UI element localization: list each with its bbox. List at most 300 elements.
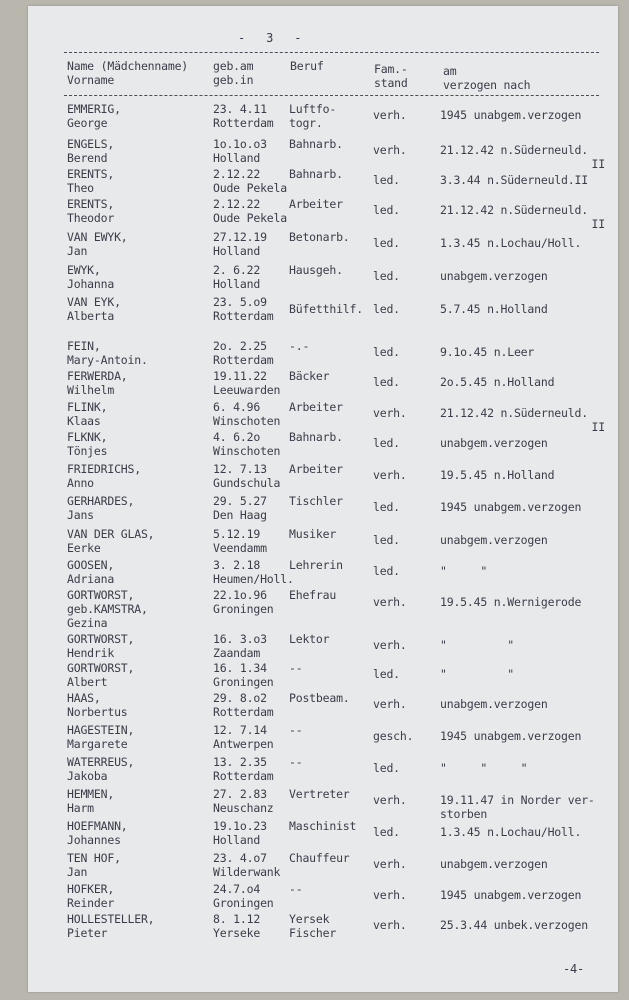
- cell-name: [67, 369, 128, 397]
- cell-job-line: Musiker: [289, 527, 337, 541]
- cell-birth-line: 22.1o.96: [213, 588, 267, 602]
- cell-name-line: Pieter: [67, 926, 108, 940]
- cell-birth-line: Den Haag: [213, 508, 267, 522]
- page-number-bottom: -4-: [563, 962, 585, 976]
- cell-name: [67, 197, 114, 225]
- cell-birth-line: Antwerpen: [213, 737, 274, 751]
- cell-name: [67, 400, 107, 428]
- cell-birth-line: 5.12.19: [213, 527, 261, 541]
- cell-moved: [440, 667, 514, 681]
- cell-name-line: Johannes: [67, 833, 121, 847]
- cell-moved-line: II: [591, 217, 605, 231]
- cell-job: [289, 912, 336, 940]
- col-status-line2: stand: [374, 76, 408, 90]
- cell-moved: [440, 857, 548, 871]
- cell-moved: [440, 888, 581, 902]
- cell-moved: [440, 697, 548, 711]
- cell-name-line: GERHARDES,: [67, 494, 135, 508]
- cell-birth-line: Heumen/Holl.: [213, 572, 294, 586]
- cell-name-line: EWYK,: [67, 263, 101, 277]
- cell-birth-line: Zaandam: [213, 646, 261, 660]
- col-moved-header: [443, 64, 530, 92]
- cell-job-line: Lehrerin: [289, 558, 343, 572]
- cell-birth-line: 19.11.22: [213, 369, 267, 383]
- cell-moved: [440, 173, 588, 187]
- cell-birth-line: Winschoten: [213, 414, 281, 428]
- cell-birth-line: Oude Pekela: [213, 211, 287, 225]
- cell-job-line: Luftfo-: [289, 102, 337, 116]
- header-bottom-rule: [64, 95, 599, 96]
- cell-birth-line: Winschoten: [213, 444, 281, 458]
- cell-name-line: Klaas: [67, 414, 101, 428]
- cell-status: verh.: [373, 888, 407, 902]
- cell-birth: [213, 588, 274, 616]
- cell-moved: [440, 918, 588, 932]
- cell-birth-line: Rotterdam: [213, 116, 274, 130]
- cell-name-line: Anno: [67, 476, 94, 490]
- cell-job-line: Arbeiter: [289, 197, 343, 211]
- cell-name-line: Mary-Antoin.: [67, 353, 148, 367]
- cell-moved-line: 1.3.45 n.Lochau/Holl.: [440, 825, 582, 839]
- cell-name: [67, 588, 148, 630]
- cell-job-line: --: [289, 755, 303, 769]
- cell-birth-line: Yerseke: [213, 926, 261, 940]
- cell-birth-line: 2.12.22: [213, 197, 261, 211]
- cell-birth-line: 27.12.19: [213, 230, 267, 244]
- cell-name-line: Reinder: [67, 896, 115, 910]
- cell-moved-line: " " ": [440, 761, 528, 775]
- cell-job: [289, 588, 336, 602]
- cell-job-line: Lektor: [289, 632, 330, 646]
- cell-status: verh.: [373, 793, 407, 807]
- cell-birth-line: 29. 5.27: [213, 494, 267, 508]
- cell-birth-line: 29. 8.o2: [213, 691, 267, 705]
- cell-name-line: VAN DER GLAS,: [67, 527, 155, 541]
- col-moved-line1: am: [443, 64, 457, 78]
- cell-moved-line: 1945 unabgem.verzogen: [440, 729, 582, 743]
- cell-name: [67, 230, 128, 258]
- cell-job-line: --: [289, 723, 303, 737]
- cell-job: [289, 558, 343, 572]
- cell-name-line: Alberta: [67, 309, 115, 323]
- col-moved-line2: verzogen nach: [443, 78, 531, 92]
- cell-moved-line: 1.3.45 n.Lochau/Holl.: [440, 236, 582, 250]
- cell-status: verh.: [373, 857, 407, 871]
- cell-status: verh.: [373, 468, 407, 482]
- cell-birth-line: Holland: [213, 833, 261, 847]
- col-birth-header: [213, 59, 253, 87]
- cell-birth: [213, 632, 267, 660]
- cell-job-line: Bahnarb.: [289, 137, 343, 151]
- cell-name: [67, 494, 134, 522]
- cell-moved-line: 19.5.45 n.Holland: [440, 468, 555, 482]
- cell-job-line: Arbeiter: [289, 462, 343, 476]
- cell-birth-line: Rotterdam: [213, 353, 274, 367]
- cell-name: [67, 819, 128, 847]
- cell-name: [67, 527, 154, 555]
- cell-moved-line: " ": [440, 638, 514, 652]
- cell-job-line: -.-: [289, 339, 310, 353]
- cell-birth-line: Groningen: [213, 675, 274, 689]
- cell-birth: [213, 755, 274, 783]
- cell-name-line: FEIN,: [67, 339, 101, 353]
- cell-moved: [440, 406, 605, 434]
- cell-name-line: GOOSEN,: [67, 558, 115, 572]
- cell-name-line: WATERREUS,: [67, 755, 135, 769]
- cell-birth: [213, 882, 274, 910]
- cell-job: [289, 661, 302, 675]
- cell-moved-line: unabgem.verzogen: [440, 697, 548, 711]
- cell-birth-line: 6. 4.96: [213, 400, 261, 414]
- cell-moved: [440, 143, 605, 171]
- cell-job: [289, 263, 343, 277]
- cell-job-line: Ehefrau: [289, 588, 337, 602]
- cell-birth-line: 8. 1.12: [213, 912, 261, 926]
- cell-job: [289, 882, 302, 896]
- cell-moved: [440, 500, 581, 514]
- cell-name: [67, 912, 154, 940]
- cell-name-line: FLINK,: [67, 400, 108, 414]
- cell-job-line: Betonarb.: [289, 230, 350, 244]
- cell-status: led.: [373, 667, 400, 681]
- cell-job-line: togr.: [289, 116, 323, 130]
- cell-name-line: Theodor: [67, 211, 115, 225]
- cell-birth: [213, 295, 274, 323]
- cell-birth-line: Rotterdam: [213, 309, 274, 323]
- cell-birth-line: Neuschanz: [213, 801, 274, 815]
- cell-name-line: GORTWORST,: [67, 661, 135, 675]
- col-name-header: [67, 59, 188, 87]
- cell-job: [289, 527, 336, 541]
- cell-name-line: Berend: [67, 151, 108, 165]
- cell-birth-line: Holland: [213, 151, 261, 165]
- cell-moved-line: " ": [440, 564, 488, 578]
- cell-birth-line: 2o. 2.25: [213, 339, 267, 353]
- col-name-line2: Vorname: [67, 73, 115, 87]
- cell-name-line: Harm: [67, 801, 94, 815]
- cell-moved-line: II: [591, 420, 605, 434]
- cell-job-line: Hausgeh.: [289, 263, 343, 277]
- cell-name-line: Wilhelm: [67, 383, 115, 397]
- cell-job-line: Yersek: [289, 912, 330, 926]
- cell-status: led.: [373, 564, 400, 578]
- cell-birth-line: 3. 2.18: [213, 558, 261, 572]
- cell-moved-line: 25.3.44 unbek.verzogen: [440, 918, 588, 932]
- cell-birth: [213, 137, 267, 165]
- cell-moved: [440, 761, 527, 775]
- cell-birth: [213, 462, 280, 490]
- cell-job: [289, 723, 302, 737]
- cell-moved: [440, 203, 605, 231]
- cell-birth-line: 2. 6.22: [213, 263, 261, 277]
- col-name-line1: Name (Mädchenname): [67, 59, 189, 73]
- cell-moved-line: 1945 unabgem.verzogen: [440, 500, 582, 514]
- cell-name-line: Margarete: [67, 737, 128, 751]
- cell-status: verh.: [373, 595, 407, 609]
- cell-name: [67, 882, 114, 910]
- cell-name: [67, 851, 121, 879]
- cell-name-line: EMMERIG,: [67, 102, 121, 116]
- cell-moved: [440, 595, 581, 609]
- cell-birth: [213, 661, 274, 689]
- cell-name-line: Jakoba: [67, 769, 108, 783]
- cell-birth: [213, 167, 287, 195]
- cell-moved-line: unabgem.verzogen: [440, 857, 548, 871]
- cell-name-line: GORTWORST,: [67, 632, 135, 646]
- cell-job: [289, 102, 336, 130]
- cell-name-line: TEN HOF,: [67, 851, 121, 865]
- cell-name: [67, 632, 134, 660]
- cell-job: [289, 230, 350, 244]
- cell-moved-line: 9.1o.45 n.Leer: [440, 345, 535, 359]
- cell-birth: [213, 558, 294, 586]
- cell-job-line: --: [289, 661, 303, 675]
- cell-moved-line: unabgem.verzogen: [440, 533, 548, 547]
- cell-job: [289, 632, 329, 646]
- cell-birth-line: 23. 4.11: [213, 102, 267, 116]
- cell-name-line: HOLLESTELLER,: [67, 912, 155, 926]
- cell-name-line: Norbertus: [67, 705, 128, 719]
- cell-moved-line: unabgem.verzogen: [440, 269, 548, 283]
- cell-birth-line: 4. 6.2o: [213, 430, 261, 444]
- cell-birth: [213, 691, 274, 719]
- cell-job: [289, 430, 343, 444]
- cell-moved: [440, 468, 554, 482]
- cell-name: [67, 723, 134, 751]
- page-number-top: - 3 -: [238, 31, 302, 45]
- cell-moved-line: 19.5.45 n.Wernigerode: [440, 595, 582, 609]
- cell-name: [67, 787, 114, 815]
- cell-birth-line: 13. 2.35: [213, 755, 267, 769]
- cell-moved: [440, 793, 595, 821]
- cell-name: [67, 137, 114, 165]
- col-job-line1: Beruf: [290, 59, 324, 73]
- cell-job-line: --: [289, 882, 303, 896]
- cell-name-line: FERWERDA,: [67, 369, 128, 383]
- cell-status: led.: [373, 436, 400, 450]
- cell-birth: [213, 723, 274, 751]
- cell-name-line: Jan: [67, 244, 88, 258]
- cell-moved-line: unabgem.verzogen: [440, 436, 548, 450]
- cell-status: verh.: [373, 143, 407, 157]
- cell-status: led.: [373, 761, 400, 775]
- cell-birth-line: Holland: [213, 277, 261, 291]
- cell-name-line: Albert: [67, 675, 108, 689]
- cell-birth-line: 27. 2.83: [213, 787, 267, 801]
- cell-moved: [440, 269, 548, 283]
- col-status-header: [374, 62, 408, 90]
- cell-job: [289, 691, 350, 705]
- col-birth-line2: geb.in: [213, 73, 254, 87]
- cell-moved: [440, 345, 534, 359]
- cell-status: led.: [373, 533, 400, 547]
- cell-job: [289, 197, 343, 211]
- cell-birth-line: 23. 5.o9: [213, 295, 267, 309]
- cell-job: [289, 494, 343, 508]
- cell-birth-line: 16. 3.o3: [213, 632, 267, 646]
- cell-birth: [213, 339, 274, 367]
- cell-status: verh.: [373, 697, 407, 711]
- cell-status: verh.: [373, 638, 407, 652]
- cell-name-line: Hendrik: [67, 646, 115, 660]
- cell-status: gesch.: [373, 729, 414, 743]
- cell-birth-line: Oude Pekela: [213, 181, 287, 195]
- col-status-line1: Fam.-: [374, 62, 408, 76]
- cell-birth-line: 1o.1o.o3: [213, 137, 267, 151]
- cell-moved: [440, 533, 548, 547]
- cell-moved: [440, 825, 581, 839]
- cell-job: [289, 137, 343, 151]
- cell-name-line: Eerke: [67, 541, 101, 555]
- cell-name: [67, 558, 114, 586]
- cell-status: led.: [373, 203, 400, 217]
- cell-birth-line: Veendamm: [213, 541, 267, 555]
- cell-birth-line: Gundschula: [213, 476, 281, 490]
- cell-job-line: Chauffeur: [289, 851, 350, 865]
- cell-name-line: George: [67, 116, 108, 130]
- cell-job: [289, 819, 356, 833]
- cell-moved-line: storben: [440, 807, 488, 821]
- cell-birth-line: 12. 7.13: [213, 462, 267, 476]
- cell-name-line: HAAS,: [67, 691, 101, 705]
- cell-job: [289, 302, 363, 316]
- cell-birth: [213, 263, 260, 291]
- cell-job-line: Büfetthilf.: [289, 302, 363, 316]
- cell-name: [67, 691, 128, 719]
- cell-birth: [213, 430, 280, 458]
- cell-job-line: Bäcker: [289, 369, 330, 383]
- cell-job-line: Maschinist: [289, 819, 357, 833]
- cell-job-line: Vertreter: [289, 787, 350, 801]
- cell-status: verh.: [373, 918, 407, 932]
- cell-name: [67, 755, 134, 783]
- cell-name-line: Theo: [67, 181, 94, 195]
- cell-moved-line: 3.3.44 n.Süderneuld.II: [440, 173, 588, 187]
- cell-job-line: Arbeiter: [289, 400, 343, 414]
- cell-status: led.: [373, 500, 400, 514]
- cell-status: led.: [373, 173, 400, 187]
- cell-name-line: VAN EWYK,: [67, 230, 128, 244]
- cell-birth-line: Groningen: [213, 602, 274, 616]
- cell-name-line: HEMMEN,: [67, 787, 115, 801]
- cell-moved: [440, 108, 581, 122]
- cell-name-line: FRIEDRICHS,: [67, 462, 141, 476]
- cell-birth: [213, 912, 260, 940]
- cell-status: led.: [373, 825, 400, 839]
- cell-moved-line: 21.12.42 n.Süderneuld.: [440, 406, 588, 420]
- cell-status: verh.: [373, 406, 407, 420]
- cell-birth: [213, 400, 280, 428]
- cell-birth: [213, 527, 267, 555]
- cell-name: [67, 263, 114, 291]
- cell-birth-line: 24.7.o4: [213, 882, 261, 896]
- cell-moved-line: 2o.5.45 n.Holland: [440, 375, 555, 389]
- cell-name-line: ENGELS,: [67, 137, 115, 151]
- cell-moved-line: " ": [440, 667, 514, 681]
- cell-birth: [213, 102, 274, 130]
- cell-name: [67, 462, 141, 490]
- cell-job-line: Postbeam.: [289, 691, 350, 705]
- cell-status: led.: [373, 375, 400, 389]
- cell-moved: [440, 375, 554, 389]
- cell-name-line: Jan: [67, 865, 88, 879]
- cell-moved-line: 5.7.45 n.Holland: [440, 302, 548, 316]
- cell-name-line: HAGESTEIN,: [67, 723, 135, 737]
- cell-name: [67, 430, 107, 458]
- cell-moved: [440, 638, 514, 652]
- cell-name-line: geb.KAMSTRA,: [67, 602, 148, 616]
- cell-name-line: Johanna: [67, 277, 115, 291]
- cell-name-line: Adriana: [67, 572, 115, 586]
- cell-job: [289, 851, 350, 865]
- cell-name-line: VAN EYK,: [67, 295, 121, 309]
- cell-job: [289, 755, 302, 769]
- cell-job: [289, 787, 350, 801]
- cell-job: [289, 400, 343, 414]
- cell-birth: [213, 819, 267, 847]
- cell-job: [289, 167, 343, 181]
- cell-status: led.: [373, 302, 400, 316]
- cell-birth: [213, 369, 280, 397]
- cell-name-line: FLKNK,: [67, 430, 108, 444]
- cell-status: led.: [373, 269, 400, 283]
- cell-birth-line: 12. 7.14: [213, 723, 267, 737]
- cell-name-line: Jans: [67, 508, 94, 522]
- cell-moved-line: 21.12.42 n.Süderneuld.: [440, 203, 588, 217]
- cell-name-line: ERENTS,: [67, 197, 115, 211]
- cell-birth-line: Leeuwarden: [213, 383, 281, 397]
- cell-job-line: Bahnarb.: [289, 430, 343, 444]
- cell-birth: [213, 494, 267, 522]
- cell-birth-line: 19.1o.23: [213, 819, 267, 833]
- cell-name-line: ERENTS,: [67, 167, 115, 181]
- cell-birth-line: 23. 4.o7: [213, 851, 267, 865]
- cell-moved: [440, 729, 581, 743]
- cell-name-line: HOFKER,: [67, 882, 115, 896]
- cell-birth: [213, 851, 280, 879]
- cell-job: [289, 462, 343, 476]
- cell-status: led.: [373, 345, 400, 359]
- cell-name: [67, 295, 121, 323]
- cell-moved: [440, 564, 487, 578]
- cell-birth: [213, 197, 287, 225]
- cell-name: [67, 661, 134, 689]
- cell-job-line: Tischler: [289, 494, 343, 508]
- cell-birth-line: Rotterdam: [213, 705, 274, 719]
- cell-birth: [213, 787, 274, 815]
- col-birth-line1: geb.am: [213, 59, 254, 73]
- cell-job: [289, 339, 309, 353]
- cell-moved-line: II: [591, 157, 605, 171]
- cell-birth: [213, 230, 267, 258]
- col-job-header: [290, 59, 324, 73]
- cell-name: [67, 167, 114, 195]
- cell-moved-line: 1945 unabgem.verzogen: [440, 108, 582, 122]
- cell-job-line: Fischer: [289, 926, 337, 940]
- cell-name-line: Gezina: [67, 616, 108, 630]
- cell-birth-line: Holland: [213, 244, 261, 258]
- header-top-rule: [64, 52, 599, 53]
- cell-birth-line: Rotterdam: [213, 769, 274, 783]
- cell-name: [67, 102, 121, 130]
- cell-name: [67, 339, 148, 367]
- cell-status: led.: [373, 236, 400, 250]
- cell-name-line: Tönjes: [67, 444, 108, 458]
- cell-moved: [440, 436, 548, 450]
- cell-name-line: HOEFMANN,: [67, 819, 128, 833]
- cell-job: [289, 369, 329, 383]
- cell-moved-line: 1945 unabgem.verzogen: [440, 888, 582, 902]
